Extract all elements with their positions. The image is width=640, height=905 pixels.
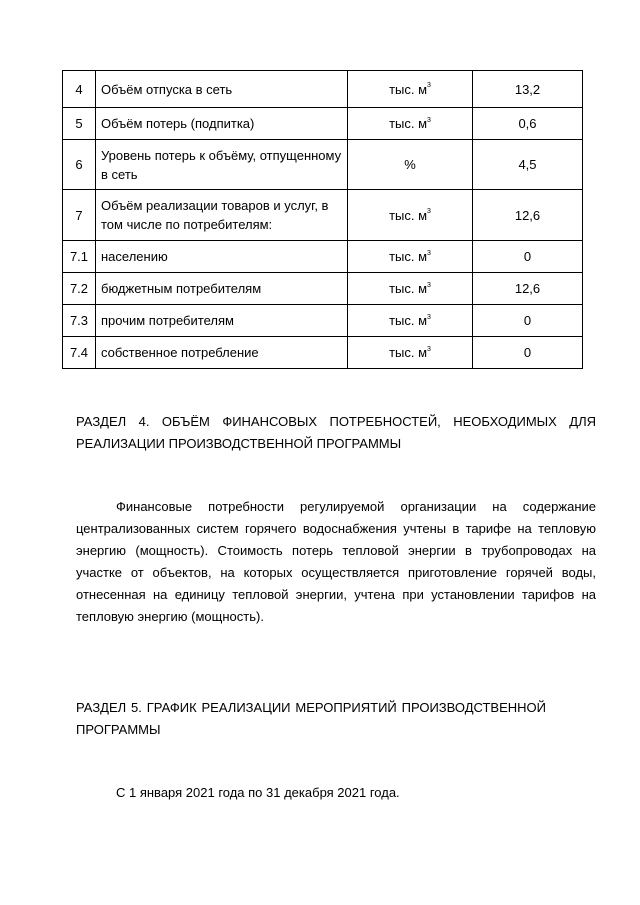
- table-row: [63, 305, 583, 337]
- row-value: 12,6: [473, 190, 583, 241]
- section-4-heading-line-2: РЕАЛИЗАЦИИ ПРОИЗВОДСТВЕННОЙ ПРОГРАММЫ: [76, 436, 402, 451]
- row-unit: тыс. $м^3$: [348, 305, 473, 337]
- row-unit: тыс. $м^3$: [348, 71, 473, 108]
- table-row: [63, 140, 583, 190]
- row-name: Объём отпуска в сеть: [96, 71, 348, 108]
- row-number: 4: [63, 71, 96, 108]
- row-value: 4,5: [473, 140, 583, 190]
- row-value: 0: [473, 305, 583, 337]
- row-name: Объём потерь (подпитка): [96, 108, 348, 140]
- row-value: 0: [473, 337, 583, 369]
- row-name: Объём реализации товаров и услуг, в том числе по потребителям:: [96, 190, 348, 241]
- row-number: 7: [63, 190, 96, 241]
- row-name: бюджетным потребителям: [96, 273, 348, 305]
- row-name: прочим потребителям: [96, 305, 348, 337]
- row-name: Уровень потерь к объёму, отпущенному в сеть: [96, 140, 348, 190]
- indicators-table: [62, 70, 583, 369]
- row-unit: тыс. $м^3$: [348, 273, 473, 305]
- row-number: 5: [63, 108, 96, 140]
- section-4-heading-line-1: РАЗДЕЛ 4. ОБЪЁМ ФИНАНСОВЫХ ПОТРЕБНОСТЕЙ, НЕОБХОДИМЫХ ДЛЯ: [76, 414, 596, 429]
- row-unit: тыс. $м^3$: [348, 337, 473, 369]
- row-number: 7.2: [63, 273, 96, 305]
- row-value: 13,2: [473, 71, 583, 108]
- table-row: [63, 273, 583, 305]
- section-4-heading: [76, 411, 596, 455]
- section-5-heading: РАЗДЕЛ 5. ГРАФИК РЕАЛИЗАЦИИ МЕРОПРИЯТИЙ ПРОИЗВОДСТВЕННОЙ ПРОГРАММЫ: [76, 700, 546, 737]
- row-number: 7.4: [63, 337, 96, 369]
- row-number: 7.1: [63, 241, 96, 273]
- table-row: [63, 71, 583, 108]
- row-unit: тыс. $м^3$: [348, 241, 473, 273]
- row-unit: %: [348, 140, 473, 190]
- row-number: 6: [63, 140, 96, 190]
- row-name: населению: [96, 241, 348, 273]
- table-row: [63, 190, 583, 241]
- row-unit: тыс. $м^3$: [348, 108, 473, 140]
- section-4-paragraph: Финансовые потребности регулируемой организации на содержание централизованных систем горячего водоснабжения учтены в тарифе на тепловую энергию (мощность). Стоимость потерь тепловой энергии в трубопроводах на участке от объектов, на которых осуществляется приготовление горячей воды, отнесенная на единицу тепловой энергии, учтена при установлении тарифов на тепловую энергию (мощность).: [76, 499, 596, 624]
- table-row: [63, 108, 583, 140]
- row-value: 12,6: [473, 273, 583, 305]
- row-unit: тыс. $м^3$: [348, 190, 473, 241]
- table-row: [63, 337, 583, 369]
- table-row: [63, 241, 583, 273]
- row-name: собственное потребление: [96, 337, 348, 369]
- row-number: 7.3: [63, 305, 96, 337]
- schedule-date-range: С 1 января 2021 года по 31 декабря 2021 года.: [116, 785, 400, 800]
- row-value: 0,6: [473, 108, 583, 140]
- row-value: 0: [473, 241, 583, 273]
